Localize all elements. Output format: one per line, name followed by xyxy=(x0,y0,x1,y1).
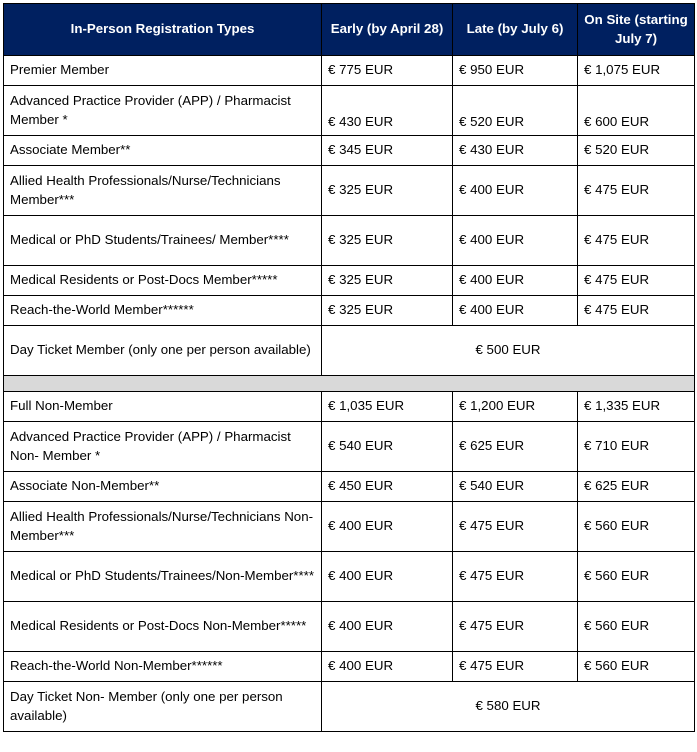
early-price-cell: € 400 EUR xyxy=(322,502,453,552)
onsite-price-cell: € 600 EUR xyxy=(578,86,695,136)
table-row xyxy=(4,56,695,86)
header-late: Late (by July 6) xyxy=(453,4,578,56)
table-row xyxy=(4,472,695,502)
late-price-cell: € 400 EUR xyxy=(453,266,578,296)
late-price-cell: € 475 EUR xyxy=(453,602,578,652)
early-price-cell: € 325 EUR xyxy=(322,296,453,326)
day-ticket-price-cell: € 580 EUR xyxy=(322,682,695,732)
late-price-cell: € 540 EUR xyxy=(453,472,578,502)
registration-type-cell: Associate Member** xyxy=(4,136,322,166)
onsite-price-cell: € 475 EUR xyxy=(578,296,695,326)
section-separator xyxy=(4,376,695,392)
late-price-cell: € 400 EUR xyxy=(453,296,578,326)
early-price-cell: € 400 EUR xyxy=(322,552,453,602)
early-price-cell: € 400 EUR xyxy=(322,652,453,682)
registration-type-cell: Advanced Practice Provider (APP) / Pharmacist Member * xyxy=(4,86,322,136)
registration-type-cell: Advanced Practice Provider (APP) / Pharmacist Non- Member * xyxy=(4,422,322,472)
onsite-price-cell: € 1,335 EUR xyxy=(578,392,695,422)
early-price-cell: € 430 EUR xyxy=(322,86,453,136)
registration-type-cell: Medical Residents or Post-Docs Member***** xyxy=(4,266,322,296)
onsite-price-cell: € 560 EUR xyxy=(578,502,695,552)
registration-type-cell: Medical Residents or Post-Docs Non-Member***** xyxy=(4,602,322,652)
table-row xyxy=(4,86,695,136)
table-row xyxy=(4,392,695,422)
early-price-cell: € 450 EUR xyxy=(322,472,453,502)
registration-type-cell: Day Ticket Non- Member (only one per person available) xyxy=(4,682,322,732)
late-price-cell: € 475 EUR xyxy=(453,652,578,682)
header-registration-type: In-Person Registration Types xyxy=(4,4,322,56)
onsite-price-cell: € 475 EUR xyxy=(578,166,695,216)
early-price-cell: € 325 EUR xyxy=(322,216,453,266)
table-row xyxy=(4,166,695,216)
table-row xyxy=(4,296,695,326)
day-ticket-price-cell: € 500 EUR xyxy=(322,326,695,376)
table-row xyxy=(4,422,695,472)
registration-type-cell: Medical or PhD Students/Trainees/Non-Member**** xyxy=(4,552,322,602)
registration-fees-table xyxy=(3,3,695,732)
table-row xyxy=(4,682,695,732)
header-early: Early (by April 28) xyxy=(322,4,453,56)
onsite-price-cell: € 560 EUR xyxy=(578,652,695,682)
late-price-cell: € 475 EUR xyxy=(453,502,578,552)
late-price-cell: € 400 EUR xyxy=(453,216,578,266)
header-row xyxy=(4,4,695,56)
table-row xyxy=(4,136,695,166)
early-price-cell: € 400 EUR xyxy=(322,602,453,652)
registration-type-cell: Allied Health Professionals/Nurse/Technicians Member*** xyxy=(4,166,322,216)
late-price-cell: € 400 EUR xyxy=(453,166,578,216)
late-price-cell: € 430 EUR xyxy=(453,136,578,166)
early-price-cell: € 325 EUR xyxy=(322,166,453,216)
registration-type-cell: Allied Health Professionals/Nurse/Technicians Non-Member*** xyxy=(4,502,322,552)
table-row xyxy=(4,552,695,602)
table-row xyxy=(4,266,695,296)
registration-type-cell: Reach-the-World Member****** xyxy=(4,296,322,326)
early-price-cell: € 540 EUR xyxy=(322,422,453,472)
registration-type-cell: Associate Non-Member** xyxy=(4,472,322,502)
onsite-price-cell: € 625 EUR xyxy=(578,472,695,502)
table-row xyxy=(4,502,695,552)
table-row xyxy=(4,216,695,266)
registration-type-cell: Reach-the-World Non-Member****** xyxy=(4,652,322,682)
header-onsite: On Site (starting July 7) xyxy=(578,4,695,56)
onsite-price-cell: € 560 EUR xyxy=(578,552,695,602)
late-price-cell: € 1,200 EUR xyxy=(453,392,578,422)
late-price-cell: € 520 EUR xyxy=(453,86,578,136)
early-price-cell: € 775 EUR xyxy=(322,56,453,86)
late-price-cell: € 625 EUR xyxy=(453,422,578,472)
late-price-cell: € 950 EUR xyxy=(453,56,578,86)
registration-type-cell: Day Ticket Member (only one per person available) xyxy=(4,326,322,376)
early-price-cell: € 1,035 EUR xyxy=(322,392,453,422)
late-price-cell: € 475 EUR xyxy=(453,552,578,602)
onsite-price-cell: € 475 EUR xyxy=(578,216,695,266)
onsite-price-cell: € 560 EUR xyxy=(578,602,695,652)
separator-cell xyxy=(4,376,695,392)
registration-type-cell: Medical or PhD Students/Trainees/ Member**** xyxy=(4,216,322,266)
table-row xyxy=(4,602,695,652)
onsite-price-cell: € 475 EUR xyxy=(578,266,695,296)
table-row xyxy=(4,652,695,682)
table-row xyxy=(4,326,695,376)
registration-type-cell: Full Non-Member xyxy=(4,392,322,422)
onsite-price-cell: € 1,075 EUR xyxy=(578,56,695,86)
early-price-cell: € 345 EUR xyxy=(322,136,453,166)
onsite-price-cell: € 710 EUR xyxy=(578,422,695,472)
registration-type-cell: Premier Member xyxy=(4,56,322,86)
early-price-cell: € 325 EUR xyxy=(322,266,453,296)
onsite-price-cell: € 520 EUR xyxy=(578,136,695,166)
